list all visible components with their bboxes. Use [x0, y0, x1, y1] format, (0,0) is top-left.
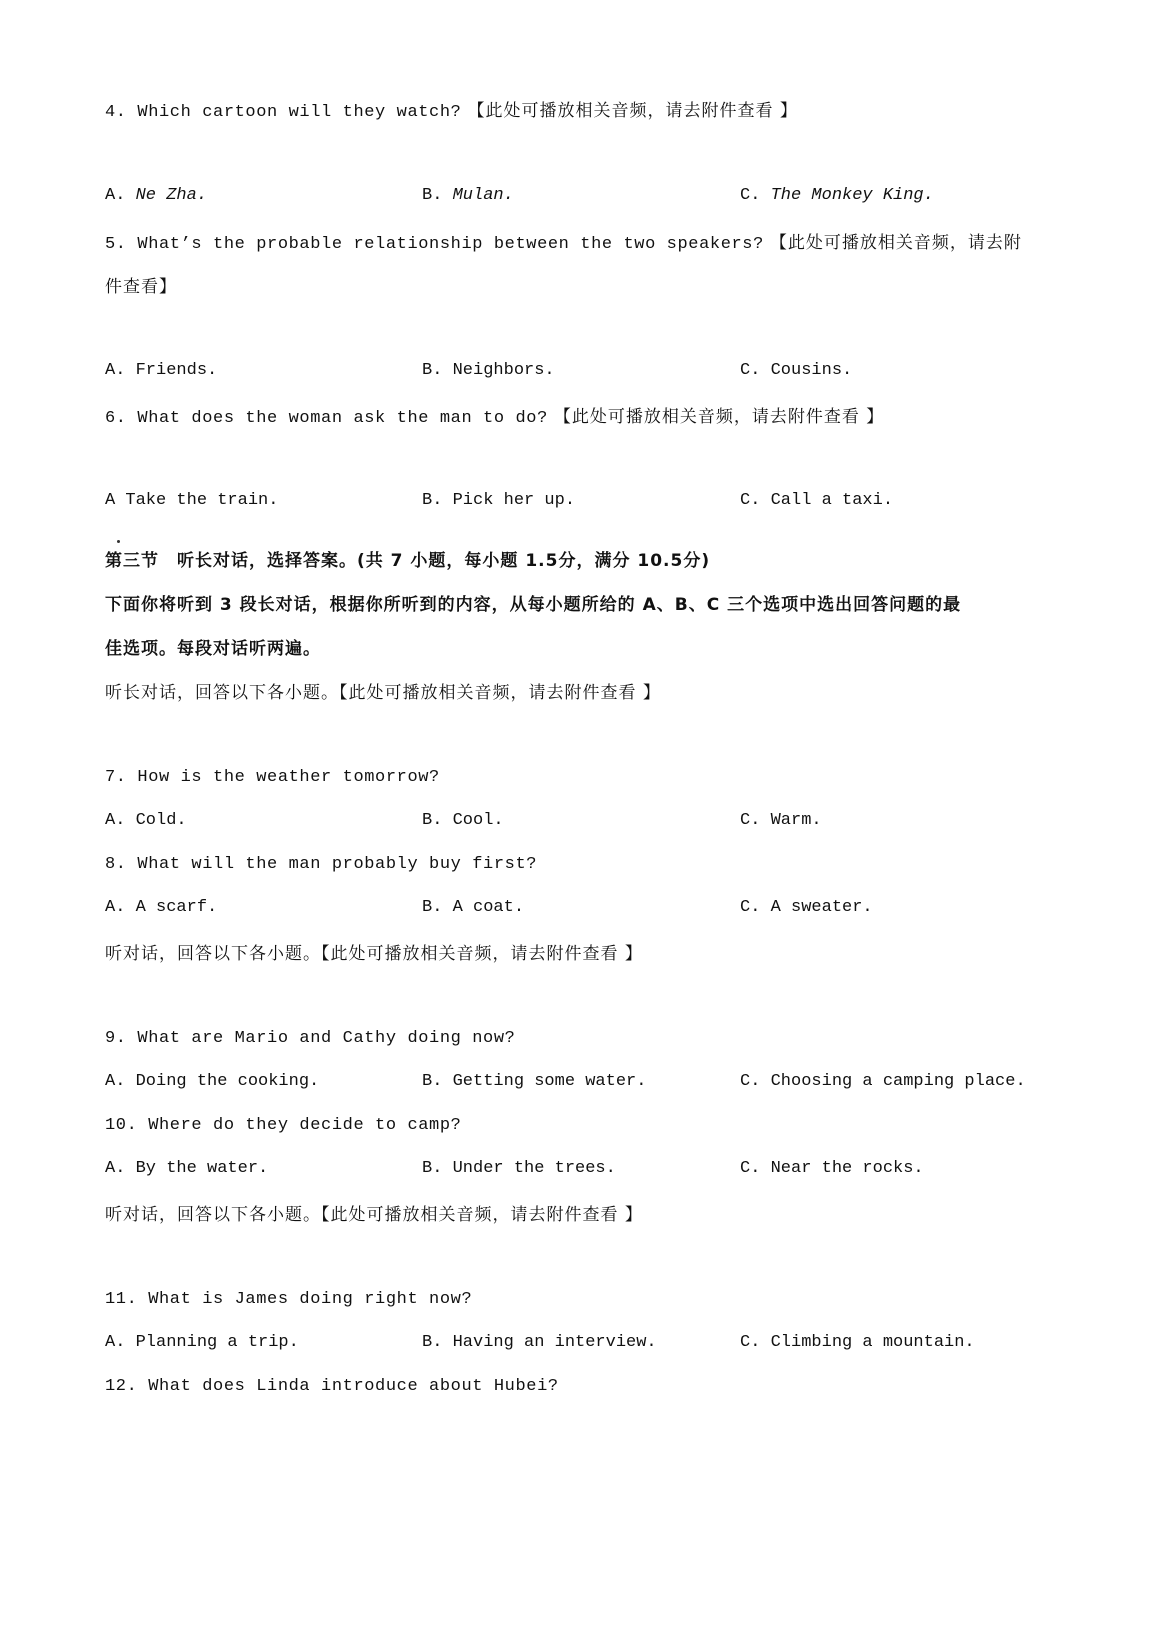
question-6-options	[105, 491, 1065, 515]
option-b[interactable]: B. Cool.	[422, 811, 504, 830]
question-8: 8. What will the man probably buy first?	[105, 855, 538, 874]
section-instruction-line1: 下面你将听到 3 段长对话，根据你所听到的内容，从每小题所给的 A、B、C 三个选项中选出回答问题的最	[105, 595, 962, 615]
option-c[interactable]: C. A sweater.	[740, 898, 873, 917]
option-b[interactable]: B. Mulan.	[422, 186, 514, 205]
question-text: 6. What does the woman ask the man to do?	[105, 409, 548, 428]
option-a[interactable]: A. By the water.	[105, 1159, 269, 1178]
audio-link[interactable]: 【此处可播放相关音频，请去附件查看 】	[467, 101, 798, 121]
option-c[interactable]: C. Warm.	[740, 811, 822, 830]
audio-link[interactable]: 【此处可播放相关音频，请去附件查看 】	[553, 407, 885, 427]
section-title: 第三节 听长对话，选择答案。(共 7 小题，每小题 1.5分，满分 10.5分)	[105, 551, 711, 571]
question-4-options	[105, 186, 1065, 210]
option-a[interactable]: A. Planning a trip.	[105, 1333, 299, 1352]
option-b[interactable]: B. A coat.	[422, 898, 525, 917]
option-c[interactable]: C. Cousins.	[740, 361, 853, 380]
option-a[interactable]: A. Ne Zha.	[105, 186, 208, 205]
option-c[interactable]: C. Choosing a camping place.	[740, 1072, 1026, 1091]
question-10: 10. Where do they decide to camp?	[105, 1116, 462, 1135]
option-a[interactable]: A. A scarf.	[105, 898, 218, 917]
question-5-options	[105, 361, 1065, 385]
audio-link[interactable]: 【此处可播放相关音频，请去附	[769, 233, 1022, 253]
option-c[interactable]: C. Near the rocks.	[740, 1159, 924, 1178]
option-c[interactable]: C. Call a taxi.	[740, 491, 894, 510]
question-11: 11. What is James doing right now?	[105, 1290, 473, 1309]
option-c[interactable]: C. The Monkey King.	[740, 186, 934, 205]
option-a[interactable]: A Take the train.	[105, 491, 279, 510]
question-7-options	[105, 811, 1065, 835]
option-b[interactable]: B. Neighbors.	[422, 361, 555, 380]
question-4	[105, 96, 798, 122]
group-1-heading[interactable]: 听长对话，回答以下各小题。【此处可播放相关音频，请去附件查看 】	[105, 683, 661, 703]
option-b[interactable]: B. Under the trees.	[422, 1159, 616, 1178]
option-b[interactable]: B. Having an interview.	[422, 1333, 657, 1352]
question-10-options	[105, 1159, 1065, 1183]
audio-link-continued[interactable]: 件查看】	[105, 277, 177, 297]
group-3-heading[interactable]: 听对话，回答以下各小题。【此处可播放相关音频，请去附件查看 】	[105, 1205, 643, 1225]
question-6	[105, 402, 884, 428]
section-instruction-line2: 佳选项。每段对话听两遍。	[105, 639, 321, 659]
question-9: 9. What are Mario and Cathy doing now?	[105, 1029, 516, 1048]
question-12: 12. What does Linda introduce about Hubei?	[105, 1377, 559, 1396]
question-8-options	[105, 898, 1065, 922]
option-a[interactable]: A. Cold.	[105, 811, 187, 830]
option-b[interactable]: B. Getting some water.	[422, 1072, 647, 1091]
question-11-options	[105, 1333, 1065, 1357]
question-text: 4. Which cartoon will they watch?	[105, 103, 462, 122]
question-5	[105, 228, 1022, 254]
option-c[interactable]: C. Climbing a mountain.	[740, 1333, 975, 1352]
stray-dot	[117, 540, 120, 543]
question-7: 7. How is the weather tomorrow?	[105, 768, 440, 787]
question-text: 5. What’s the probable relationship between the two speakers?	[105, 235, 764, 254]
group-2-heading[interactable]: 听对话，回答以下各小题。【此处可播放相关音频，请去附件查看 】	[105, 944, 643, 964]
option-a[interactable]: A. Doing the cooking.	[105, 1072, 320, 1091]
option-b[interactable]: B. Pick her up.	[422, 491, 576, 510]
option-a[interactable]: A. Friends.	[105, 361, 218, 380]
question-9-options	[105, 1072, 1065, 1096]
